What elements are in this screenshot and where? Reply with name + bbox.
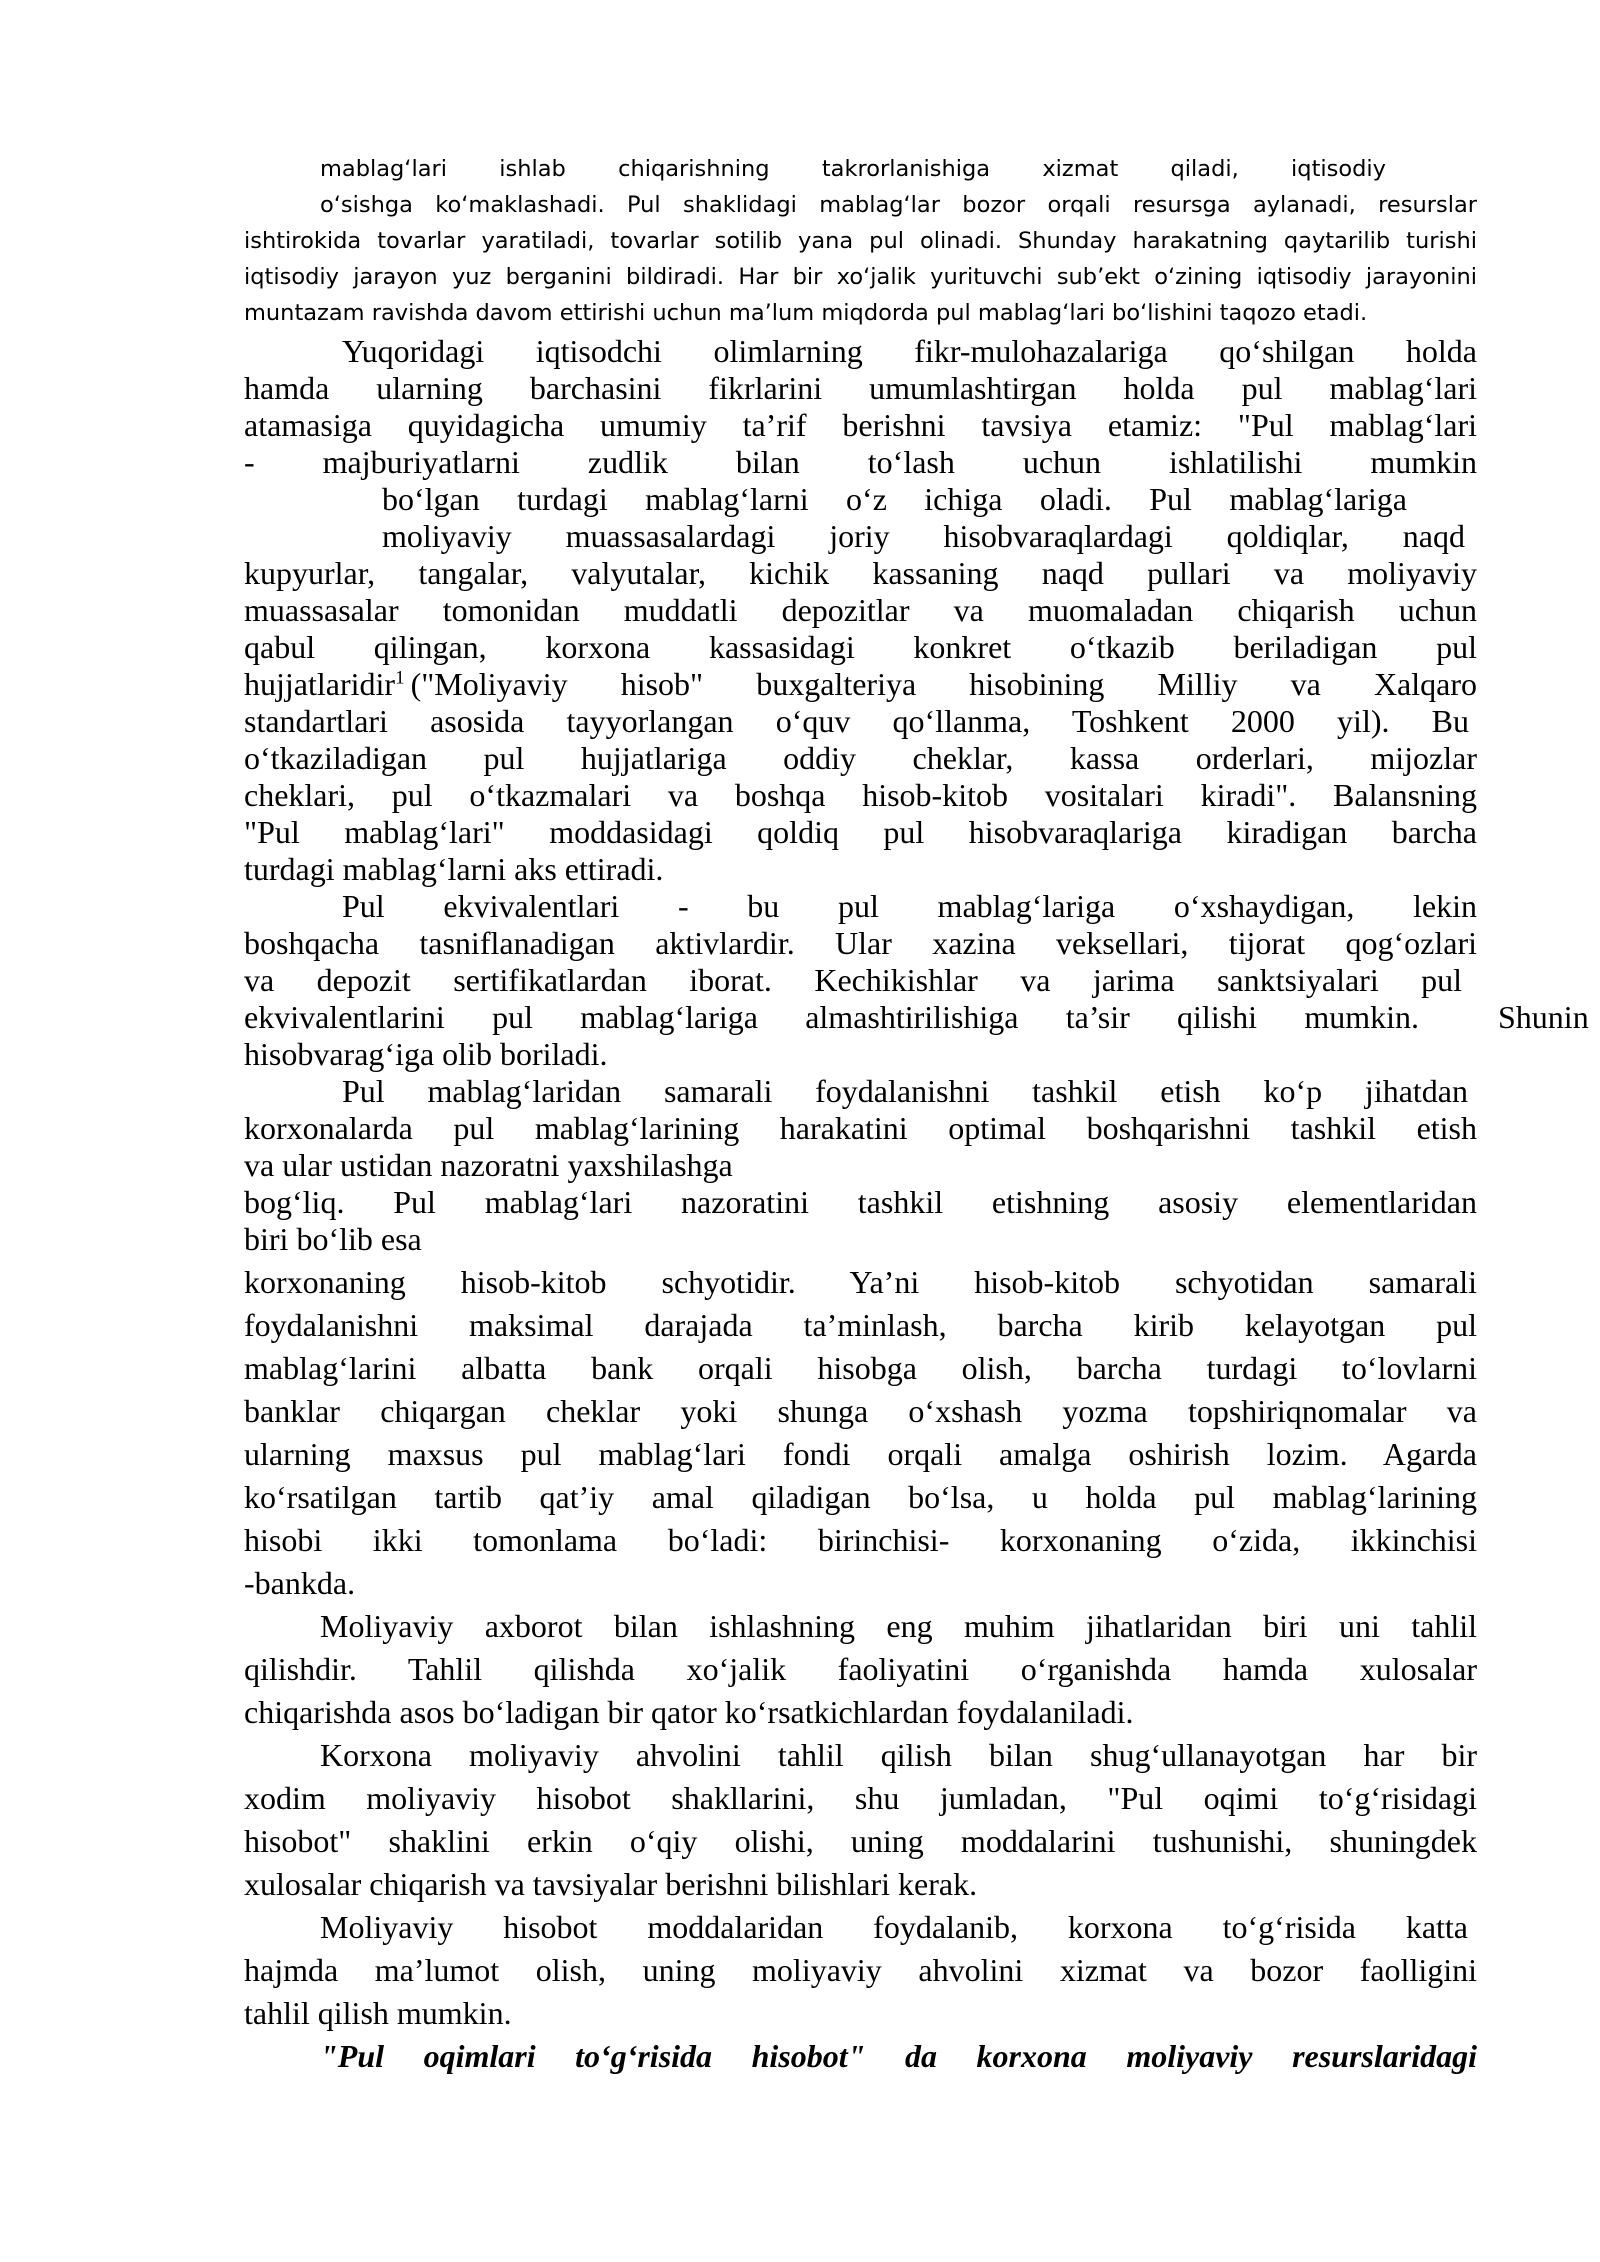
text-line: va ular ustidan nazoratni yaxshilashga xyxy=(244,1147,733,1183)
text-line: xodim moliyaviy hisobot shakllarini, shu jumladan, "Pul oqimi to‘g‘risidagi xyxy=(244,1780,1477,1816)
text-line: cheklari, pul o‘tkazmalari va boshqa hisob-kitob vositalari kiradi". Balansning xyxy=(244,777,1477,813)
text-line-overflow: Shunin xyxy=(1498,999,1589,1035)
text-line: tahlil qilish mumkin. xyxy=(244,1995,512,2031)
text-line: hajmda ma’lumot olish, uning moliyaviy ahvolini xizmat va bozor faolligini xyxy=(244,1952,1477,1988)
text-line: ekvivalentlarini pul mablag‘lariga almashtirilishiga ta’sir qilishi mumkin. xyxy=(244,999,1419,1035)
text-line: ko‘rsatilgan tartib qat’iy amal qiladigan bo‘lsa, u holda pul mablag‘larining xyxy=(244,1479,1477,1515)
text-line: bog‘liq. Pul mablag‘lari nazoratini tashkil etishning asosiy elementlaridan xyxy=(244,1184,1477,1220)
text-line: Pul ekvivalentlari - bu pul mablag‘lariga o‘xshaydigan, lekin xyxy=(342,888,1477,924)
text-line: qabul qilingan, korxona kassasidagi konkret o‘tkazib beriladigan pul xyxy=(244,629,1477,665)
text-line: standartlari asosida tayyorlangan o‘quv qo‘llanma, Toshkent 2000 yil). Bu xyxy=(244,703,1469,739)
text-line: turdagi mablag‘larni aks ettiradi. xyxy=(244,851,664,887)
text-line-emphasis: "Pul oqimlari to‘g‘risida hisobot" da korxona moliyaviy resurslaridagi xyxy=(320,2038,1477,2074)
text-segment: hujjatlaridir xyxy=(244,666,396,702)
text-line: hisobvarag‘iga olib boriladi. xyxy=(244,1036,608,1072)
text-line: korxonalarda pul mablag‘larining harakatini optimal boshqarishni tashkil etish xyxy=(244,1110,1477,1146)
text-line: - majburiyatlarni zudlik bilan to‘lash uchun ishlatilishi mumkin xyxy=(244,444,1477,480)
text-line: foydalanishni maksimal darajada ta’minlash, barcha kirib kelayotgan pul xyxy=(244,1307,1477,1343)
text-line: banklar chiqargan cheklar yoki shunga o‘xshash yozma topshiriqnomalar va xyxy=(244,1393,1477,1429)
text-line: Moliyaviy hisobot moddalaridan foydalanib, korxona to‘g‘risida katta xyxy=(320,1909,1468,1945)
text-segment: ("Moliyaviy hisob" buxgalteriya hisobining Milliy va Xalqaro xyxy=(410,666,1477,702)
text-line-with-footnote xyxy=(244,668,1477,700)
text-line: atamasiga quyidagicha umumiy ta’rif berishni tavsiya etamiz: "Pul mablag‘lari xyxy=(244,407,1477,443)
text-line: hamda ularning barchasini fikrlarini umumlashtirgan holda pul mablag‘lari xyxy=(244,370,1477,406)
text-line: Moliyaviy axborot bilan ishlashning eng muhim jihatlaridan biri uni tahlil xyxy=(320,1608,1477,1644)
text-line: muntazam ravishda davom ettirishi uchun ma’lum miqdorda pul mablag‘lari bo‘lishini taqozo etadi. xyxy=(244,300,1368,326)
text-line: mablag‘larini albatta bank orqali hisobga olish, barcha turdagi to‘lovlarni xyxy=(244,1350,1477,1386)
text-line: bo‘lgan turdagi mablag‘larni o‘z ichiga oladi. Pul mablag‘lariga xyxy=(382,481,1407,517)
text-line: xulosalar chiqarish va tavsiyalar berishni bilishlari kerak. xyxy=(244,1866,978,1902)
text-line: korxonaning hisob-kitob schyotidir. Ya’ni hisob-kitob schyotidan samarali xyxy=(244,1264,1477,1300)
text-line: o‘tkaziladigan pul hujjatlariga oddiy cheklar, kassa orderlari, mijozlar xyxy=(244,740,1477,776)
text-line: -bankda. xyxy=(244,1565,356,1601)
text-line: boshqacha tasniflanadigan aktivlardir. Ular xazina veksellari, tijorat qog‘ozlari xyxy=(244,925,1477,961)
text-line: kupyurlar, tangalar, valyutalar, kichik kassaning naqd pullari va moliyaviy xyxy=(244,555,1477,591)
text-line: Yuqoridagi iqtisodchi olimlarning fikr-mulohazalariga qo‘shilgan holda xyxy=(342,333,1477,369)
text-line: muassasalar tomonidan muddatli depozitlar va muomaladan chiqarish uchun xyxy=(244,592,1477,628)
text-line: o‘sishga ko‘maklashadi. Pul shaklidagi mablag‘lar bozor orqali resursga aylanadi, resurslar xyxy=(320,192,1477,218)
text-line: va depozit sertifikatlardan iborat. Kechikishlar va jarima sanktsiyalari pul xyxy=(244,962,1462,998)
text-line: chiqarishda asos bo‘ladigan bir qator ko‘rsatkichlardan foydalaniladi. xyxy=(244,1694,1134,1730)
footnote-marker[interactable]: 1 xyxy=(395,667,405,689)
text-line: Korxona moliyaviy ahvolini tahlil qilish bilan shug‘ullanayotgan har bir xyxy=(320,1737,1477,1773)
text-line: ishtirokida tovarlar yaratiladi, tovarlar sotilib yana pul olinadi. Shunday harakatning qaytarilib turishi xyxy=(244,228,1477,254)
text-line: iqtisodiy jarayon yuz berganini bildiradi. Har bir xo‘jalik yurituvchi sub’ekt o‘zining iqtisodiy jarayonini xyxy=(244,264,1477,290)
text-line: hisobi ikki tomonlama bo‘ladi: birinchisi- korxonaning o‘zida, ikkinchisi xyxy=(244,1522,1477,1558)
text-line: hisobot" shaklini erkin o‘qiy olishi, uning moddalarini tushunishi, shuningdek xyxy=(244,1823,1477,1859)
text-line: "Pul mablag‘lari" moddasidagi qoldiq pul hisobvaraqlariga kiradigan barcha xyxy=(244,814,1477,850)
text-line: qilishdir. Tahlil qilishda xo‘jalik faoliyatini o‘rganishda hamda xulosalar xyxy=(244,1651,1477,1687)
text-line: ularning maxsus pul mablag‘lari fondi orqali amalga oshirish lozim. Agarda xyxy=(244,1436,1477,1472)
text-line: moliyaviy muassasalardagi joriy hisobvaraqlardagi qoldiqlar, naqd xyxy=(382,518,1465,554)
text-line: mablag‘lari ishlab chiqarishning takrorlanishiga xizmat qiladi, iqtisodiy xyxy=(320,156,1386,182)
text-line: Pul mablag‘laridan samarali foydalanishni tashkil etish ko‘p jihatdan xyxy=(342,1073,1468,1109)
text-line: biri bo‘lib esa xyxy=(244,1221,422,1257)
